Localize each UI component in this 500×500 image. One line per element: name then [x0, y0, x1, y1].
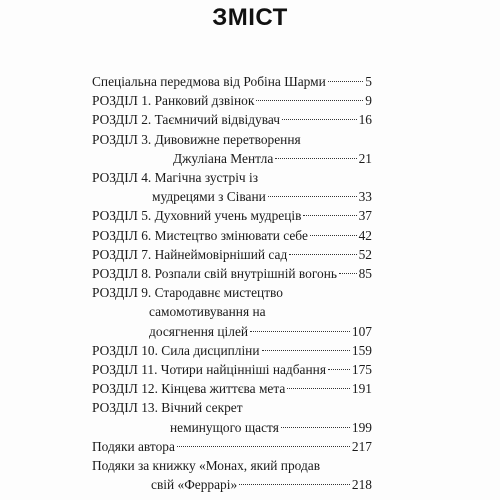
toc-page-number: 33 [358, 189, 372, 205]
dot-leader [289, 254, 356, 255]
toc-page-number: 42 [358, 227, 372, 243]
toc-entry-title-continued: самомотивування на [149, 304, 266, 320]
dot-leader [328, 369, 350, 370]
toc-entry-title-continued: свій «Феррарі» [151, 477, 238, 493]
toc-entry-title: РОЗДІЛ 7. Найнеймовірніший сад [92, 246, 288, 262]
dot-leader [177, 446, 350, 447]
dot-leader [287, 388, 350, 389]
toc-page-number: 85 [358, 266, 372, 282]
toc-entry-title: Спеціальна передмова від Робіна Шарми [92, 74, 326, 89]
toc-entry-title: РОЗДІЛ 10. Сила дисципліни [92, 342, 260, 358]
toc-entry-chapter-4 [92, 168, 372, 206]
toc-entry-title: РОЗДІЛ 12. Кінцева життєва мета [92, 381, 286, 397]
toc-page-number: 199 [351, 419, 372, 435]
toc-entry-title: Подяки за книжку «Монах, який продав [92, 458, 321, 474]
toc-page-number: 37 [358, 208, 372, 224]
dot-leader [303, 215, 356, 216]
toc-entry-title: РОЗДІЛ 2. Таємничий відвідувач [92, 112, 281, 128]
toc-entry-title: РОЗДІЛ 9. Стародавнє мистецтво [92, 285, 283, 301]
dot-leader [256, 100, 363, 101]
toc-entry-title: РОЗДІЛ 6. Мистецтво змінювати себе [92, 227, 308, 243]
toc-entry-chapter-9 [92, 283, 372, 341]
toc-page-number: 5 [365, 74, 372, 89]
toc-entry-chapter-5 [92, 206, 372, 225]
toc-entry-title: РОЗДІЛ 11. Чотири найцінніші надбання [92, 362, 326, 378]
toc-entry-author-thanks [92, 437, 372, 456]
dot-leader [275, 158, 356, 159]
dot-leader [310, 235, 357, 236]
table-of-contents [92, 72, 372, 494]
toc-page-number: 16 [358, 112, 372, 128]
toc-entry-title-continued: Джуліана Ментла [173, 150, 274, 166]
toc-page-number: 107 [351, 323, 372, 339]
toc-entry-chapter-1 [92, 91, 372, 110]
toc-entry-chapter-7 [92, 245, 372, 264]
toc-entry-title: РОЗДІЛ 1. Ранковий дзвінок [92, 93, 255, 109]
toc-entry-title-continued: досягнення цілей [149, 323, 249, 339]
toc-entry-title: РОЗДІЛ 5. Духовний учень мудреців [92, 208, 302, 224]
toc-entry-title-continued: мудрецями з Сівани [152, 189, 266, 205]
dot-leader [239, 484, 350, 485]
toc-entry-title: РОЗДІЛ 3. Дивовижне перетворення [92, 131, 301, 147]
toc-entry-chapter-3 [92, 130, 372, 168]
dot-leader [262, 350, 350, 351]
toc-entry-book-thanks [92, 456, 372, 494]
toc-entry-chapter-13 [92, 398, 372, 436]
toc-entry-chapter-6 [92, 226, 372, 245]
toc-page-number: 218 [351, 477, 372, 493]
toc-page-number: 21 [358, 150, 372, 166]
contents-title: ЗМІСТ [212, 4, 288, 31]
toc-page-number: 9 [365, 93, 372, 109]
toc-entry-chapter-11 [92, 360, 372, 379]
toc-page-number: 159 [351, 342, 372, 358]
toc-entry-title: РОЗДІЛ 13. Вічний секрет [92, 400, 243, 416]
toc-page-number: 175 [351, 362, 372, 378]
toc-entry-chapter-2 [92, 110, 372, 129]
toc-entry-preface [92, 72, 372, 91]
toc-page-number: 52 [358, 246, 372, 262]
dot-leader [268, 196, 357, 197]
toc-entry-title: Подяки автора [92, 438, 175, 454]
toc-page-number: 217 [351, 438, 372, 454]
dot-leader [281, 427, 350, 428]
toc-entry-chapter-8 [92, 264, 372, 283]
toc-entry-title: РОЗДІЛ 8. Розпали свій внутрішній вогонь [92, 266, 337, 282]
dot-leader [250, 331, 350, 332]
dot-leader [282, 119, 357, 120]
toc-entry-chapter-12 [92, 379, 372, 398]
toc-page-number: 191 [351, 381, 372, 397]
dot-leader [339, 273, 357, 274]
dot-leader [328, 81, 363, 82]
toc-entry-chapter-10 [92, 341, 372, 360]
toc-entry-title-continued: неминущого щастя [170, 419, 279, 435]
toc-entry-title: РОЗДІЛ 4. Магічна зустріч із [92, 170, 259, 186]
